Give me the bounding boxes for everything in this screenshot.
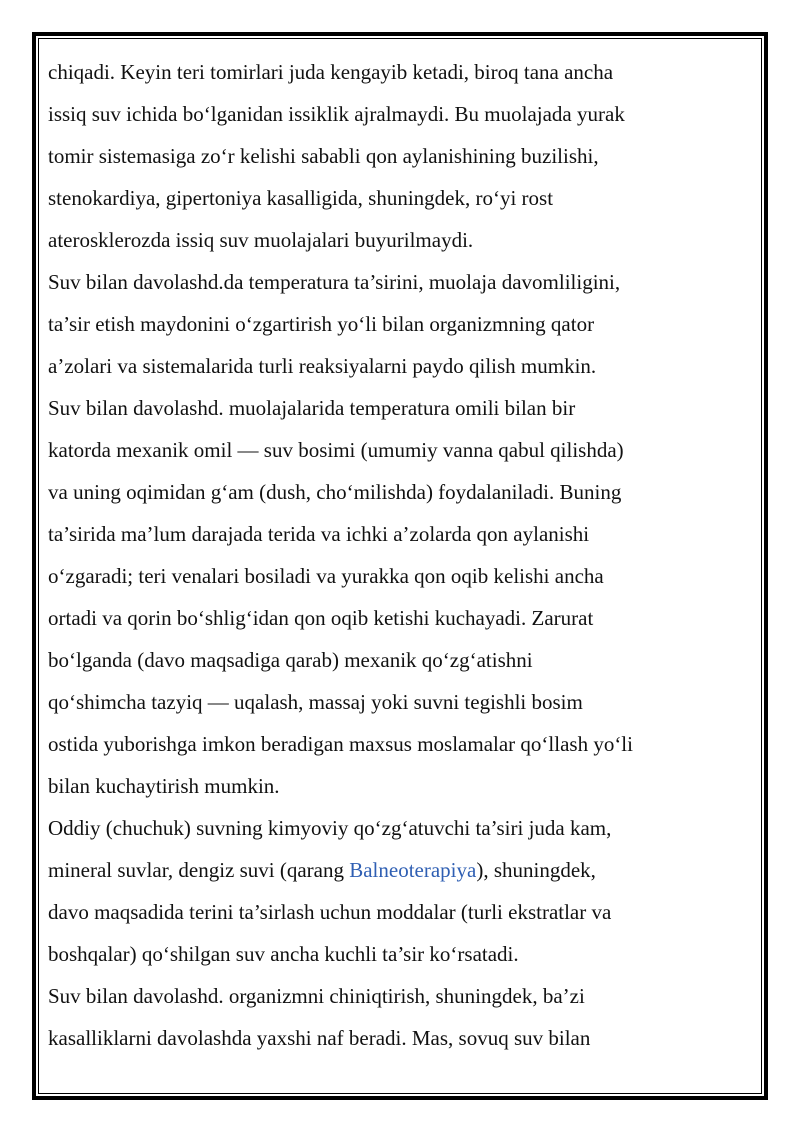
text-line: va uning oqimidan g‘am (dush, cho‘milishda) foydalaniladi. Buning [48,480,622,504]
text-line: katorda mexanik omil — suv bosimi (umumiy vanna qabul qilishda) [48,438,624,462]
text-line: kasalliklarni davolashda yaxshi naf beradi. Mas, sovuq suv bilan [48,1026,591,1050]
text-line: chiqadi. Keyin teri tomirlari juda kengayib ketadi, biroq tana ancha [48,60,614,84]
text-line: Suv bilan davolashd.da temperatura ta’sirini, muolaja davomliligini, [48,270,621,294]
text-line: bo‘lganda (davo maqsadiga qarab) mexanik qo‘zg‘atishni [48,648,533,672]
text-line-with-link [48,849,748,891]
text-line: ostida yuborishga imkon beradigan maxsus moslamalar qo‘llash yo‘li [48,732,633,756]
text-line: a’zolari va sistemalarida turli reaksiyalarni paydo qilish mumkin. [48,354,597,378]
balneoterapiya-link[interactable]: Balneoterapiya [349,858,477,882]
document-body [48,51,748,1059]
text-line: tomir sistemasiga zo‘r kelishi sababli qon aylanishining buzilishi, [48,144,599,168]
text-line: boshqalar) qo‘shilgan suv ancha kuchli ta’sir ko‘rsatadi. [48,942,519,966]
text-line: davo maqsadida terini ta’sirlash uchun moddalar (turli ekstratlar va [48,900,612,924]
text-line: qo‘shimcha tazyiq — uqalash, massaj yoki suvni tegishli bosim [48,690,583,714]
text-segment: ), shuningdek, [476,858,596,882]
text-line: stenokardiya, gipertoniya kasalligida, shuningdek, ro‘yi rost [48,186,554,210]
text-line: Oddiy (chuchuk) suvning kimyoviy qo‘zg‘atuvchi ta’siri juda kam, [48,816,612,840]
text-segment: mineral suvlar, dengiz suvi (qarang [48,858,350,882]
text-line: aterosklerozda issiq suv muolajalari buyurilmaydi. [48,228,474,252]
text-line: ortadi va qorin bo‘shlig‘idan qon oqib ketishi kuchayadi. Zarurat [48,606,594,630]
text-line: ta’sir etish maydonini o‘zgartirish yo‘li bilan organizmning qator [48,312,595,336]
text-line: o‘zgaradi; teri venalari bosiladi va yurakka qon oqib kelishi ancha [48,564,604,588]
text-line: issiq suv ichida bo‘lganidan issiklik ajralmaydi. Bu muolajada yurak [48,102,625,126]
text-line: Suv bilan davolashd. muolajalarida temperatura omili bilan bir [48,396,576,420]
text-line: ta’sirida ma’lum darajada terida va ichki a’zolarda qon aylanishi [48,522,590,546]
text-line: Suv bilan davolashd. organizmni chiniqtirish, shuningdek, ba’zi [48,984,585,1008]
text-line: bilan kuchaytirish mumkin. [48,774,280,798]
